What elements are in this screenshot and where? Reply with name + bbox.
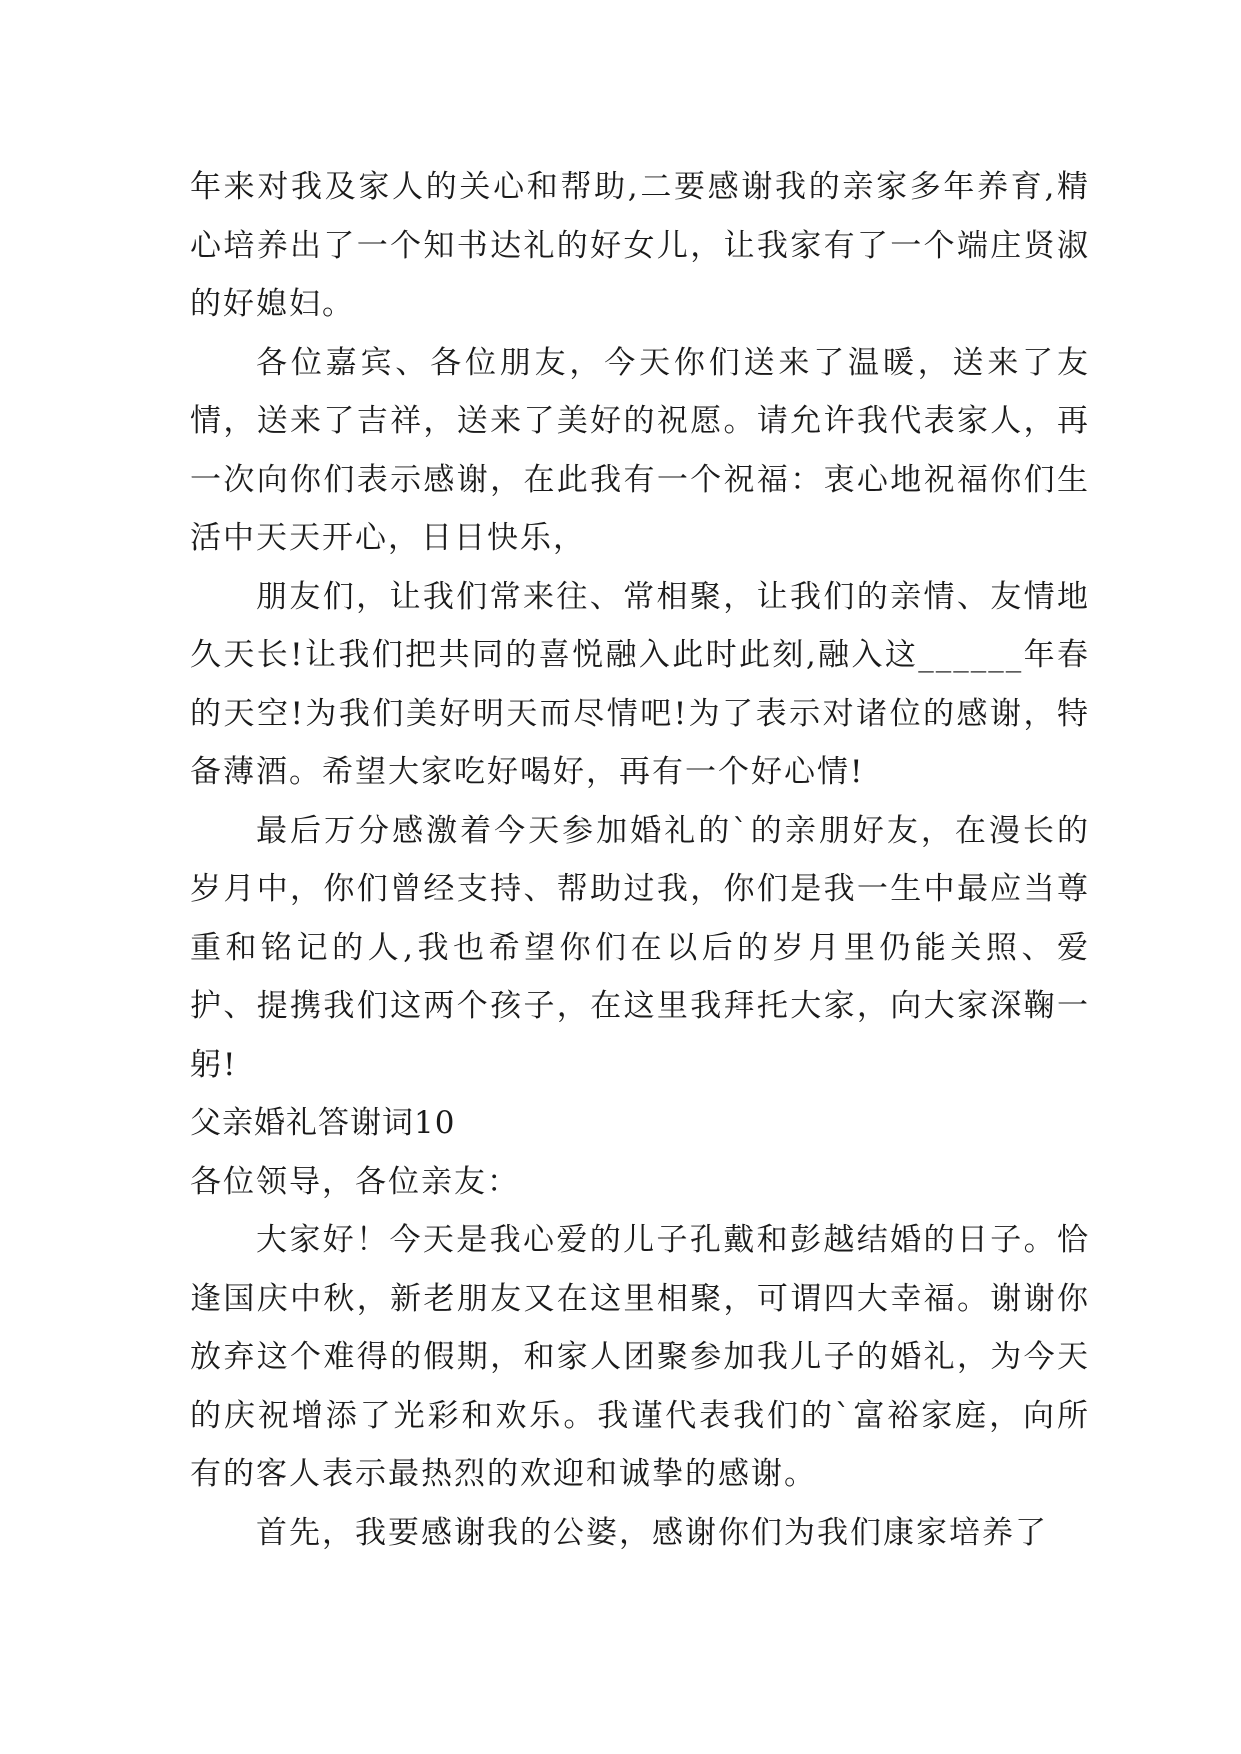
paragraph-greeting: 大家好！今天是我心爱的儿子孔戴和彭越结婚的日子。恰逢国庆中秋，新老朋友又在这里相聚，可谓四大幸福。谢谢你放弃这个难得的假期，和家人团聚参加我儿子的婚礼，为今天的庆祝增添了光彩和欢乐。我谨代表我们的`富裕家庭，向所有的客人表示最热烈的欢迎和诚挚的感谢。 — [190, 1222, 1090, 1492]
section-heading: 父亲婚礼答谢词10 — [190, 1105, 456, 1141]
paragraph-guests-blessing: 各位嘉宾、各位朋友，今天你们送来了温暖，送来了友情，送来了吉祥，送来了美好的祝愿。请允许我代表家人，再一次向你们表示感谢，在此我有一个祝福：衷心地祝福你们生活中天天开心，日日快乐， — [190, 344, 1090, 556]
paragraph-thanks-family: 年来对我及家人的关心和帮助,二要感谢我的亲家多年养育,精心培养出了一个知书达礼的好女儿，让我家有了一个端庄贤淑的好媳妇。 — [190, 169, 1090, 322]
document-body — [190, 158, 1090, 1562]
paragraph-final-gratitude: 最后万分感激着今天参加婚礼的`的亲朋好友，在漫长的岁月中，你们曾经支持、帮助过我，你们是我一生中最应当尊重和铭记的人,我也希望你们在以后的岁月里仍能关照、爱护、提携我们这两个孩子，在这里我拜托大家，向大家深鞠一躬! — [190, 812, 1090, 1083]
paragraph-first-thanks: 首先，我要感谢我的公婆，感谢你们为我们康家培养了 — [256, 1514, 1048, 1551]
paragraph-friends-toast: 朋友们，让我们常来往、常相聚，让我们的亲情、友情地久天长!让我们把共同的喜悦融入此时此刻,融入这______年春的天空!为我们美好明天而尽情吧!为了表示对诸位的感谢，特备薄酒。希望大家吃好喝好，再有一个好心情! — [190, 578, 1090, 790]
salutation: 各位领导，各位亲友： — [190, 1163, 520, 1200]
